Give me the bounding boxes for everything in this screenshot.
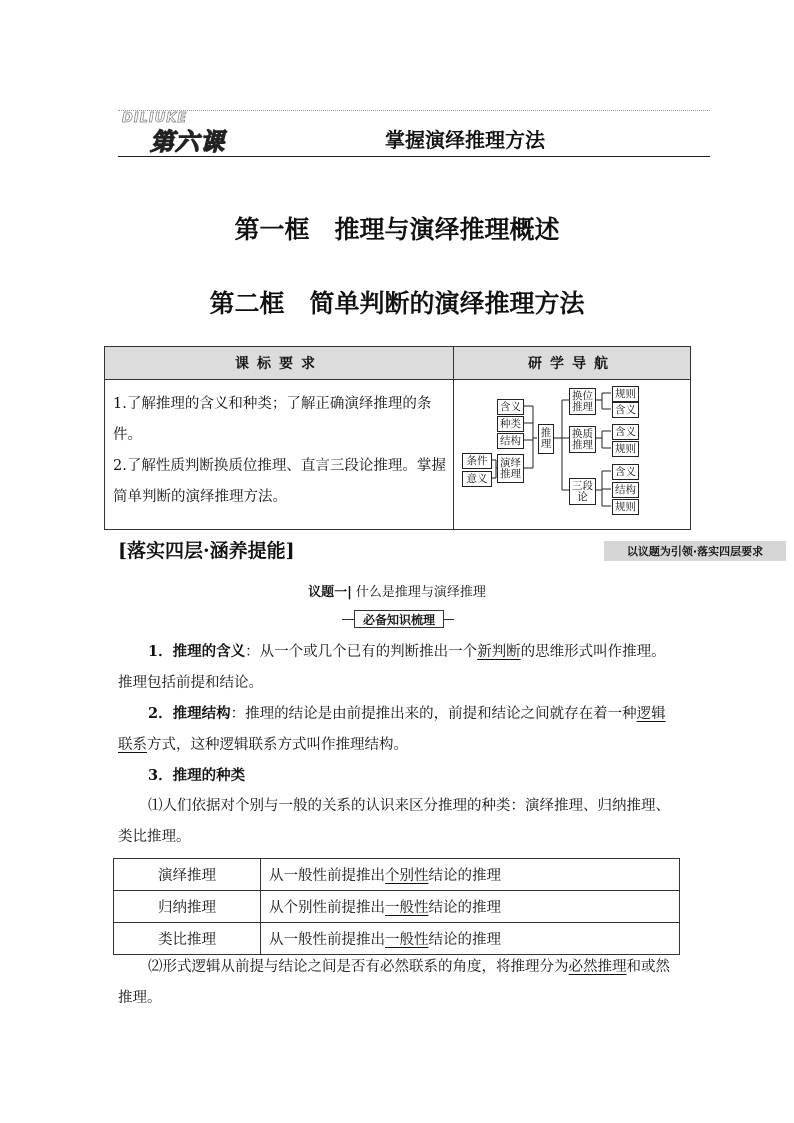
unit-title: 掌握演绎推理方法 [385, 128, 545, 152]
node-meaning: 含义 [497, 399, 524, 415]
header-standards: 课标要求 [105, 347, 453, 380]
p5-underline: 必然推理 [568, 959, 627, 975]
p5-text-b: 和或然推理。 [118, 959, 670, 1006]
paragraph-3 [118, 760, 678, 792]
node-rule-1: 规则 [612, 386, 639, 402]
p1-text-a: ：从一个或几个已有的判断推出一个 [245, 644, 478, 660]
inference-types-table [113, 858, 680, 955]
frame-title-1: 第一框 推理与演绎推理概述 [234, 215, 560, 244]
node-rule-2: 规则 [612, 441, 639, 457]
node-rule-3: 规则 [612, 499, 639, 515]
table-row [114, 891, 680, 923]
p1-underline: 新判断 [477, 644, 521, 660]
type-name: 类比推理 [114, 923, 261, 955]
node-inference: 推理 [538, 424, 554, 454]
node-significance: 意义 [462, 471, 492, 487]
concept-diagram [457, 378, 689, 526]
p2-text-a: ：推理的结论是由前提推出来的，前提和结论之间就存在着一种 [230, 706, 637, 722]
node-meaning-3: 含义 [612, 464, 639, 480]
header-watermark-text: DILIUKE [122, 111, 188, 126]
section-tag: 以议题为引领·落实四层要求 [604, 541, 786, 561]
knowledge-label: 必备知识梳理 [354, 610, 444, 628]
type-desc-pre: 从一般性前提推出 [269, 868, 385, 884]
type-desc-key: 一般性 [385, 900, 429, 916]
p3-heading: 3．推理的种类 [148, 767, 246, 784]
node-meaning-2: 含义 [612, 424, 639, 440]
p1-heading: 1．推理的含义 [148, 643, 246, 660]
topic-label: 议题一 [308, 585, 348, 600]
type-desc-key: 个别性 [385, 868, 429, 884]
p5-text-a: ⑵形式逻辑从前提与结论之间是否有必然联系的角度，将推理分为 [148, 959, 569, 975]
p1-text-b: 的思维形式叫作推理。推理包括前提和结论。 [118, 644, 666, 691]
node-structure: 结构 [497, 433, 524, 449]
lesson-label: 第六课 [150, 128, 225, 156]
section-title: [落实四层·涵养提能] [118, 540, 295, 562]
paragraph-5 [118, 952, 678, 1014]
paragraph-1 [118, 636, 678, 699]
p2-heading: 2．推理结构 [148, 705, 231, 722]
p2-text-b: 方式，这种逻辑联系方式叫作推理结构。 [147, 737, 408, 753]
type-desc-post: 结论的推理 [428, 932, 501, 948]
node-structure-3: 结构 [612, 482, 639, 498]
type-desc [261, 891, 680, 923]
paragraph-4: ⑴人们依据对个别与一般的关系的认识来区分推理的种类：演绎推理、归纳推理、类比推理。 [118, 798, 670, 845]
topic-title: 什么是推理与演绎推理 [355, 585, 486, 600]
type-desc [261, 923, 680, 955]
type-name: 演绎推理 [114, 859, 261, 891]
type-desc-key: 一般性 [385, 932, 429, 948]
node-types: 种类 [497, 416, 524, 432]
type-desc-pre: 从个别性前提推出 [269, 900, 385, 916]
table-row [114, 859, 680, 891]
header-navigation: 研学导航 [454, 347, 690, 380]
type-desc-pre: 从一般性前提推出 [269, 932, 385, 948]
header-dotted-rule [118, 110, 710, 111]
type-desc-post: 结论的推理 [428, 900, 501, 916]
p2-underline: 逻辑联系 [118, 706, 666, 753]
header-rule [118, 156, 710, 157]
requirements-list [113, 389, 449, 513]
node-deductive: 演绎推理 [497, 454, 524, 483]
requirement-2: 2.了解性质判断换质位推理、直言三段论推理。掌握简单判断的演绎推理方法。 [113, 458, 446, 505]
paragraph-2 [118, 698, 678, 761]
type-desc [261, 859, 680, 891]
requirement-1: 1.了解推理的含义和种类；了解正确演绎推理的条件。 [113, 396, 432, 443]
type-desc-post: 结论的推理 [428, 868, 501, 884]
node-conversion: 换位推理 [569, 388, 596, 415]
type-name: 归纳推理 [114, 891, 261, 923]
knowledge-banner [342, 610, 454, 628]
node-condition: 条件 [462, 453, 492, 469]
table-divider [453, 347, 454, 529]
node-syllogism: 三段论 [569, 478, 596, 505]
frame-title-2: 第二框 简单判断的演绎推理方法 [209, 289, 585, 318]
node-meaning-1: 含义 [612, 402, 639, 418]
topic-heading: 议题一| 什么是推理与演绎推理 [308, 585, 486, 600]
table-row [114, 923, 680, 955]
node-obversion: 换质推理 [569, 426, 596, 453]
